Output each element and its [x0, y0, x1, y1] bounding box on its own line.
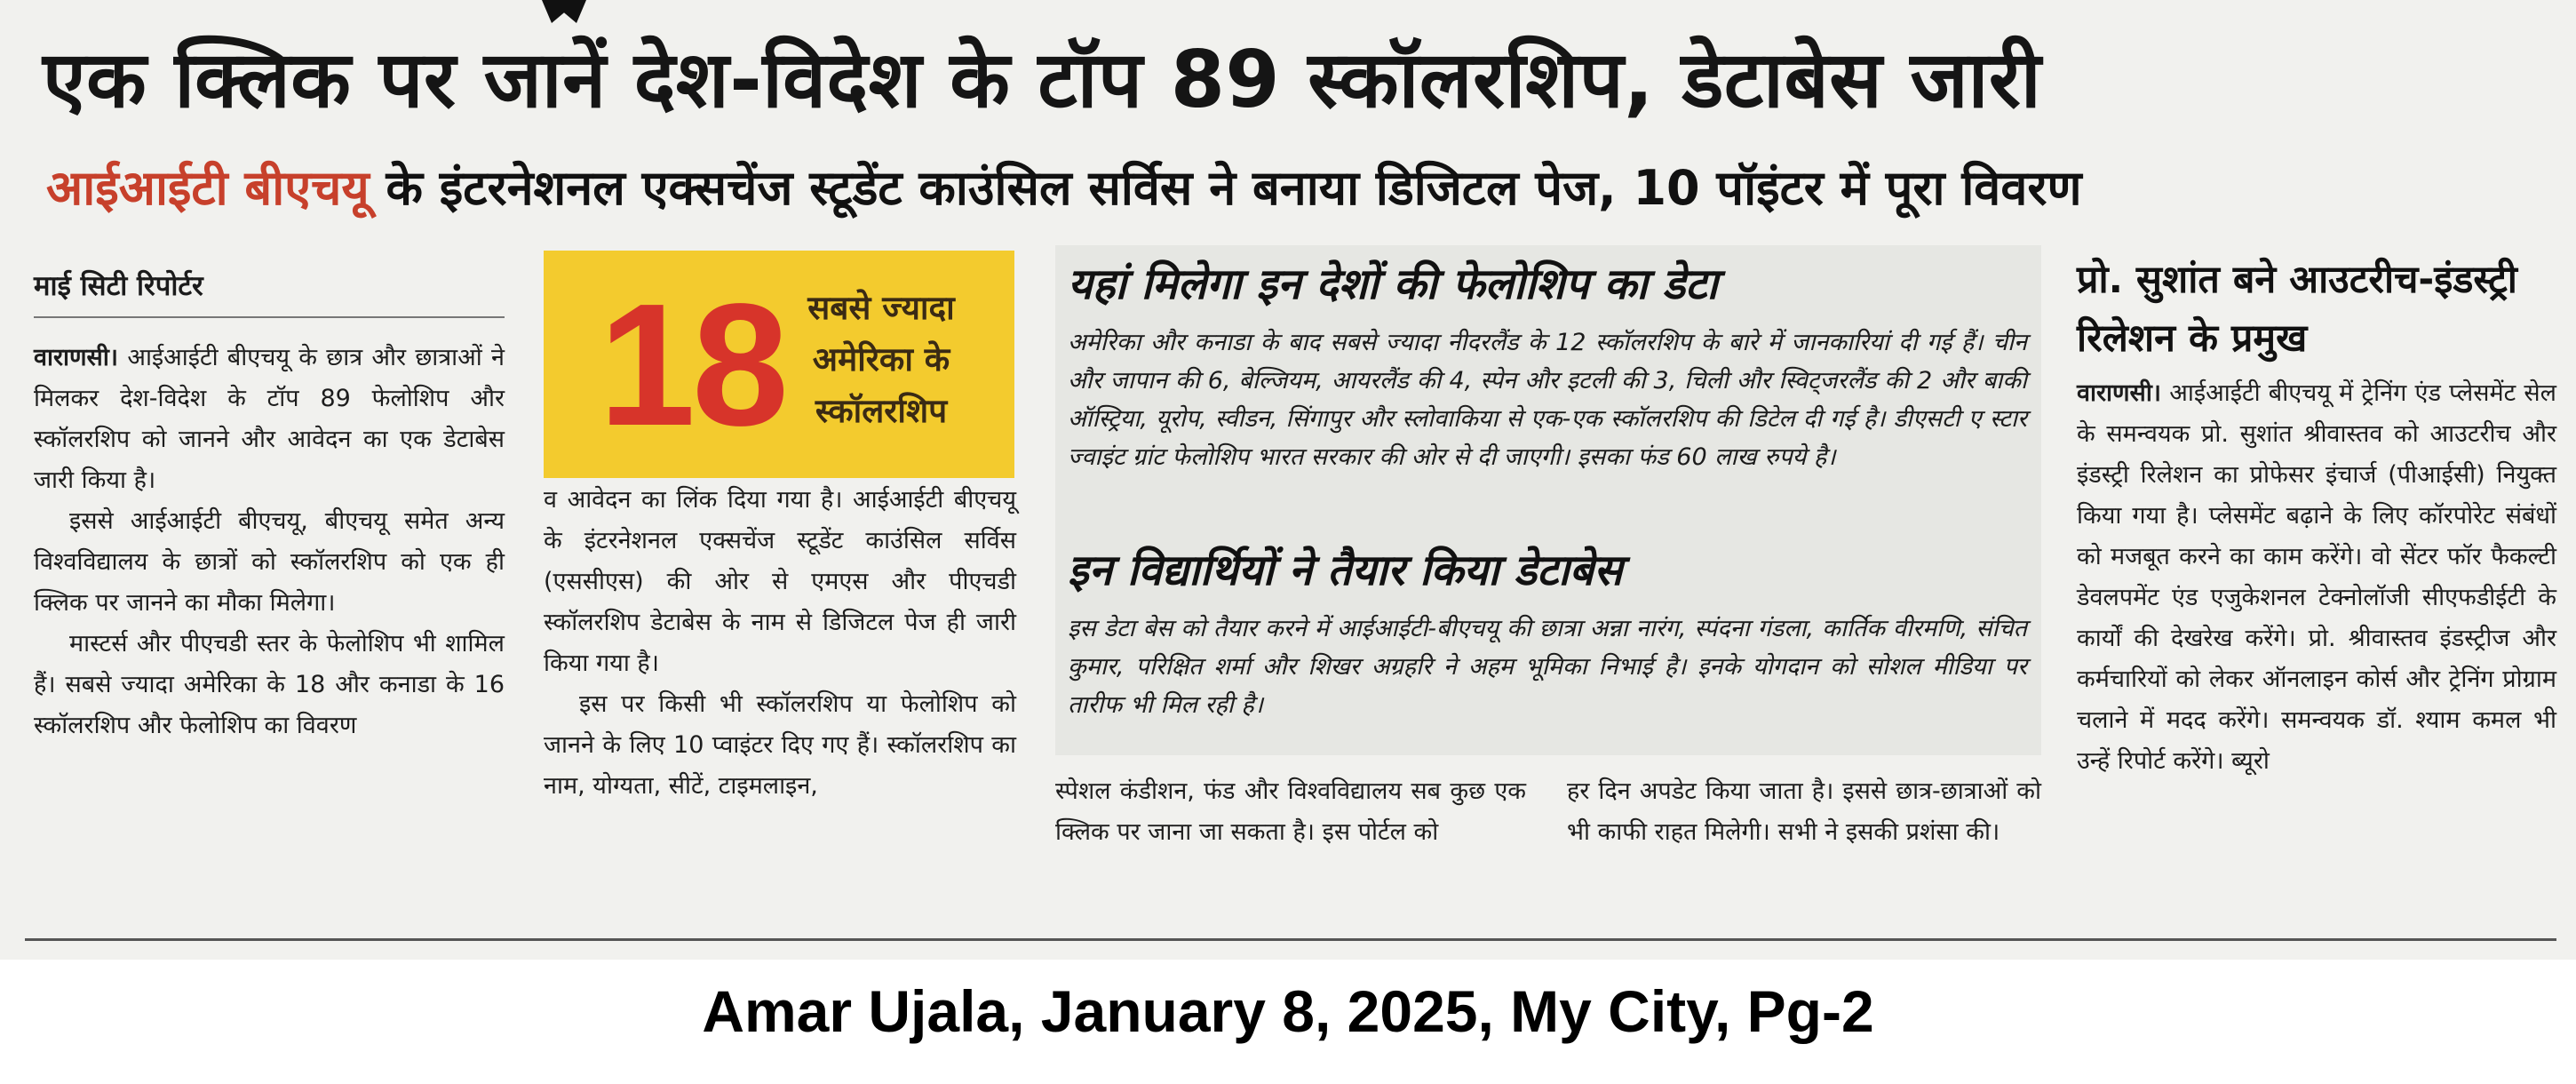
side-dateline: वाराणसी।	[2077, 379, 2162, 407]
byline-divider	[34, 316, 505, 318]
ribbon-emblem-icon	[542, 0, 586, 23]
col2-paragraph-1: व आवेदन का लिंक दिया गया है। आईआईटी बीएचयू के इंटरनेशनल एक्सचेंज स्टूडेंट काउंसिल सर्विस (एससीएस) की ओर से एमएस और पीएचडी स्कॉलरशिप डेटाबेस के नाम से डिजिटल पेज ही जारी किया गया है।	[544, 486, 1016, 677]
headline: एक क्लिक पर जानें देश-विदेश के टॉप 89 स्कॉलरशिप, डेटाबेस जारी	[43, 34, 2042, 125]
source-caption: Amar Ujala, January 8, 2025, My City, Pg-2	[702, 978, 1874, 1044]
fact-number: 18	[599, 267, 786, 462]
subheadline	[46, 153, 2551, 224]
fact-text: सबसे ज्यादा अमेरिका के स्कॉलरशिप	[807, 289, 955, 430]
col1-paragraph-3: मास्टर्स और पीएचडी स्तर के फेलोशिप भी शामिल हैं। सबसे ज्यादा अमेरिका के 18 और कनाडा के 16 स्कॉलरशिप और फेलोशिप का विवरण	[34, 630, 505, 739]
article-column-3: स्पेशल कंडीशन, फंड और विश्वविद्यालय सब कुछ एक क्लिक पर जाना जा सकता है। इस पोर्टल को	[1055, 777, 1526, 846]
side-paragraph: आईआईटी बीएचयू में ट्रेनिंग एंड प्लेसमेंट सेल के समन्वयक प्रो. सुशांत श्रीवास्तव को आउटरीच और इंडस्ट्री रिलेशन का प्रोफेसर इंचार्ज (पीआईसी) नियुक्त किया गया है। प्लेसमेंट बढ़ाने के लिए कॉरपोरेट संबंधों को मजबूत करने का काम करेंगे। वो सेंटर फॉर फैकल्टी डेवलपमेंट एंड एजुकेशनल टेक्नोलॉजी सीएफडीईटी के कार्यों की देखरेख करेंगे। प्रो. श्रीवास्तव इंडस्ट्रीज और कर्मचारियों को लेकर ऑनलाइन कोर्स और ट्रेनिंग प्रोग्राम चलाने में मदद करेंगे। समन्वयक डॉ. श्याम कमल भी उन्हें रिपोर्ट करेंगे। ब्यूरो	[2077, 379, 2556, 775]
fact-box	[544, 251, 1014, 478]
col2-paragraph-2: इस पर किसी भी स्कॉलरशिप या फेलोशिप को जानने के लिए 10 प्वाइंटर दिए गए हैं। स्कॉलरशिप का नाम, योग्यता, सीटें, टाइमलाइन,	[544, 690, 1016, 800]
col1-paragraph-2: इससे आईआईटी बीएचयू, बीएचयू समेत अन्य विश्वविद्यालय के छात्रों को स्कॉलरशिप को एक ही क्लिक पर जानने का मौका मिलेगा।	[34, 507, 505, 617]
side-story-headline: प्रो. सुशांत बने आउटरीच-इंडस्ट्री रिलेशन के प्रमुख	[2077, 258, 2517, 361]
article-column-2	[544, 480, 1016, 807]
side-story-body	[2077, 373, 2556, 782]
fellowship-info-box	[1055, 245, 2041, 755]
subhead-text: के इंटरनेशनल एक्सचेंज स्टूडेंट काउंसिल सर्विस ने बनाया डिजिटल पेज, 10 पॉइंटर में पूरा विवरण	[369, 160, 2082, 216]
col1-paragraph-1: आईआईटी बीएचयू के छात्र और छात्राओं ने मिलकर देश-विदेश के टॉप 89 फेलोशिप और स्कॉलरशिप को जानने और आवेदन का एक डेटाबेस जारी किया है।	[34, 344, 505, 494]
dateline: वाराणसी।	[34, 344, 119, 371]
box-heading-students: इन विद्यार्थियों ने तैयार किया डेटाबेस	[1068, 546, 1623, 595]
subhead-accent: आईआईटी बीएचयू	[46, 160, 370, 216]
box-body-countries: अमेरिका और कनाडा के बाद सबसे ज्यादा नीदरलैंड के 12 स्कॉलरशिप के बारे में जानकारियां दी गई हैं। चीन और जापान की 6, बेल्जियम, आयरलैंड की 4, स्पेन और इटली की 3, चिली और स्विट्जरलैंड की 2 और बाकी ऑस्ट्रिया, यूरोप, स्वीडन, सिंगापुर और स्लोवाकिया से एक-एक स्कॉलरशिप की डिटेल दी गई है। डीएसटी ए स्टार ज्वाइंट ग्रांट फेलोशिप भारत सरकार की ओर से दी जाएगी। इसका फंड 60 लाख रुपये है।	[1068, 329, 2027, 471]
article-column-1	[34, 338, 505, 746]
byline: माई सिटी रिपोर्टर	[34, 270, 203, 302]
bottom-divider	[25, 938, 2556, 941]
box-heading-countries: यहां मिलेगा इन देशों की फेलोशिप का डेटा	[1068, 259, 1718, 309]
box-body-students: इस डेटा बेस को तैयार करने में आईआईटी-बीएचयू की छात्रा अन्ना नारंग, स्पंदना गंडला, कार्तिक वीरमणि, संचित कुमार, परिक्षित शर्मा और शिखर अग्रहरि ने अहम भूमिका निभाई है। इनके योगदान को सोशल मीडिया पर तारीफ भी मिल रही है।	[1068, 615, 2027, 719]
article-column-4: हर दिन अपडेट किया जाता है। इससे छात्र-छात्राओं को भी काफी राहत मिलेगी। सभी ने इसकी प्रशंसा की।	[1567, 777, 2041, 846]
